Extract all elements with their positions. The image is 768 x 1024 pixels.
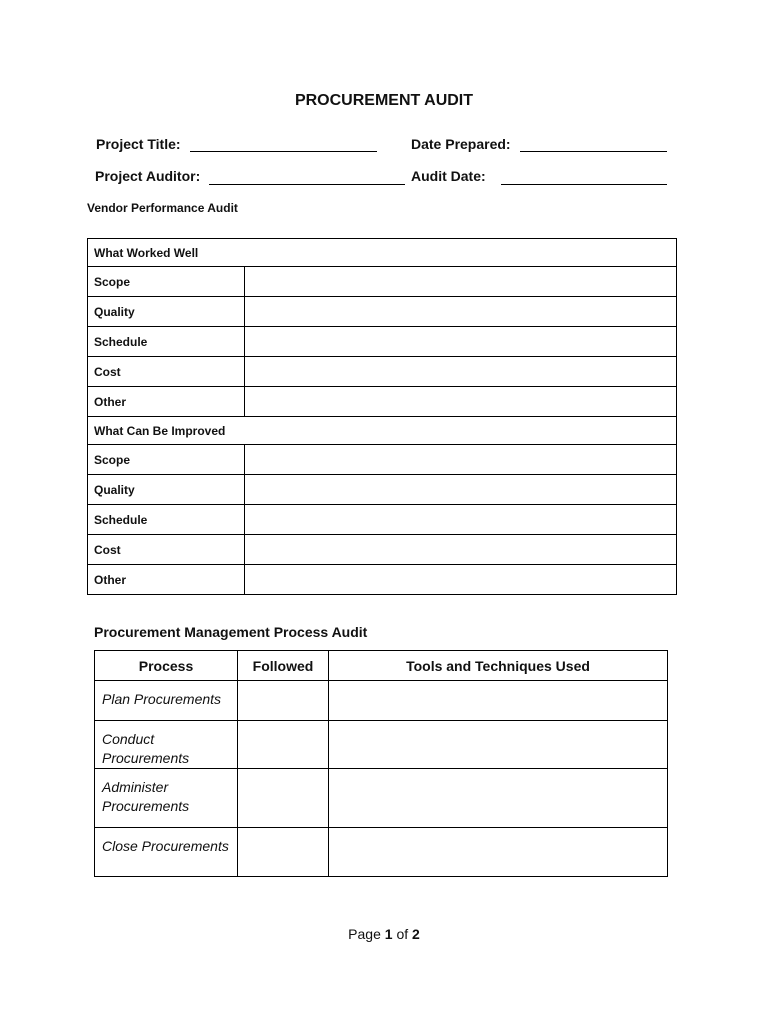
row-label: Quality bbox=[88, 475, 245, 505]
row-label: Quality bbox=[88, 297, 245, 327]
column-header-process: Process bbox=[95, 651, 238, 681]
table-row bbox=[88, 387, 677, 417]
entry-cell[interactable] bbox=[245, 565, 677, 595]
process-name: Plan Procurements bbox=[95, 681, 238, 721]
row-label: Other bbox=[88, 387, 245, 417]
audit-date-label: Audit Date: bbox=[411, 168, 486, 184]
project-title-label: Project Title: bbox=[96, 136, 181, 152]
process-section-title: Procurement Management Process Audit bbox=[94, 624, 368, 640]
entry-cell[interactable] bbox=[245, 535, 677, 565]
row-label: Cost bbox=[88, 357, 245, 387]
entry-cell[interactable] bbox=[245, 445, 677, 475]
table-row bbox=[88, 475, 677, 505]
process-name: Administer Procurements bbox=[95, 769, 238, 828]
followed-cell[interactable] bbox=[238, 769, 329, 828]
table-row bbox=[88, 357, 677, 387]
table-row bbox=[88, 297, 677, 327]
audit-date-field[interactable] bbox=[501, 184, 667, 185]
tools-cell[interactable] bbox=[329, 721, 668, 769]
entry-cell[interactable] bbox=[245, 387, 677, 417]
table-row bbox=[95, 681, 668, 721]
process-name: Conduct Procurements bbox=[95, 721, 238, 769]
row-label: Schedule bbox=[88, 327, 245, 357]
table-row bbox=[95, 721, 668, 769]
entry-cell[interactable] bbox=[245, 475, 677, 505]
project-auditor-label: Project Auditor: bbox=[95, 168, 201, 184]
row-label: Cost bbox=[88, 535, 245, 565]
vendor-section-title: Vendor Performance Audit bbox=[87, 201, 238, 215]
date-prepared-label: Date Prepared: bbox=[411, 136, 511, 152]
can-improve-header: What Can Be Improved bbox=[88, 417, 677, 445]
table-row bbox=[88, 445, 677, 475]
entry-cell[interactable] bbox=[245, 327, 677, 357]
process-audit-table bbox=[94, 650, 668, 877]
table-row bbox=[95, 769, 668, 828]
followed-cell[interactable] bbox=[238, 681, 329, 721]
document-title: PROCUREMENT AUDIT bbox=[294, 92, 474, 109]
group-header-row bbox=[88, 417, 677, 445]
project-title-field[interactable] bbox=[190, 151, 377, 152]
table-row bbox=[88, 327, 677, 357]
row-label: Other bbox=[88, 565, 245, 595]
total-pages: 2 bbox=[412, 926, 420, 942]
worked-well-header: What Worked Well bbox=[88, 239, 677, 267]
tools-cell[interactable] bbox=[329, 769, 668, 828]
tools-cell[interactable] bbox=[329, 828, 668, 877]
project-auditor-field[interactable] bbox=[209, 184, 405, 185]
header-row bbox=[95, 651, 668, 681]
table-row bbox=[88, 267, 677, 297]
table-row bbox=[88, 535, 677, 565]
table-row bbox=[95, 828, 668, 877]
page-number bbox=[0, 926, 768, 942]
entry-cell[interactable] bbox=[245, 297, 677, 327]
page-prefix: Page bbox=[348, 926, 381, 942]
page-separator: of bbox=[396, 926, 409, 942]
entry-cell[interactable] bbox=[245, 505, 677, 535]
column-header-tools: Tools and Techniques Used bbox=[329, 651, 668, 681]
entry-cell[interactable] bbox=[245, 357, 677, 387]
followed-cell[interactable] bbox=[238, 721, 329, 769]
row-label: Scope bbox=[88, 445, 245, 475]
table-row bbox=[88, 565, 677, 595]
row-label: Scope bbox=[88, 267, 245, 297]
date-prepared-field[interactable] bbox=[520, 151, 667, 152]
table-row bbox=[88, 505, 677, 535]
entry-cell[interactable] bbox=[245, 267, 677, 297]
followed-cell[interactable] bbox=[238, 828, 329, 877]
column-header-followed: Followed bbox=[238, 651, 329, 681]
group-header-row bbox=[88, 239, 677, 267]
row-label: Schedule bbox=[88, 505, 245, 535]
tools-cell[interactable] bbox=[329, 681, 668, 721]
vendor-performance-table bbox=[87, 238, 677, 595]
current-page: 1 bbox=[384, 926, 393, 942]
process-name: Close Procurements bbox=[95, 828, 238, 877]
